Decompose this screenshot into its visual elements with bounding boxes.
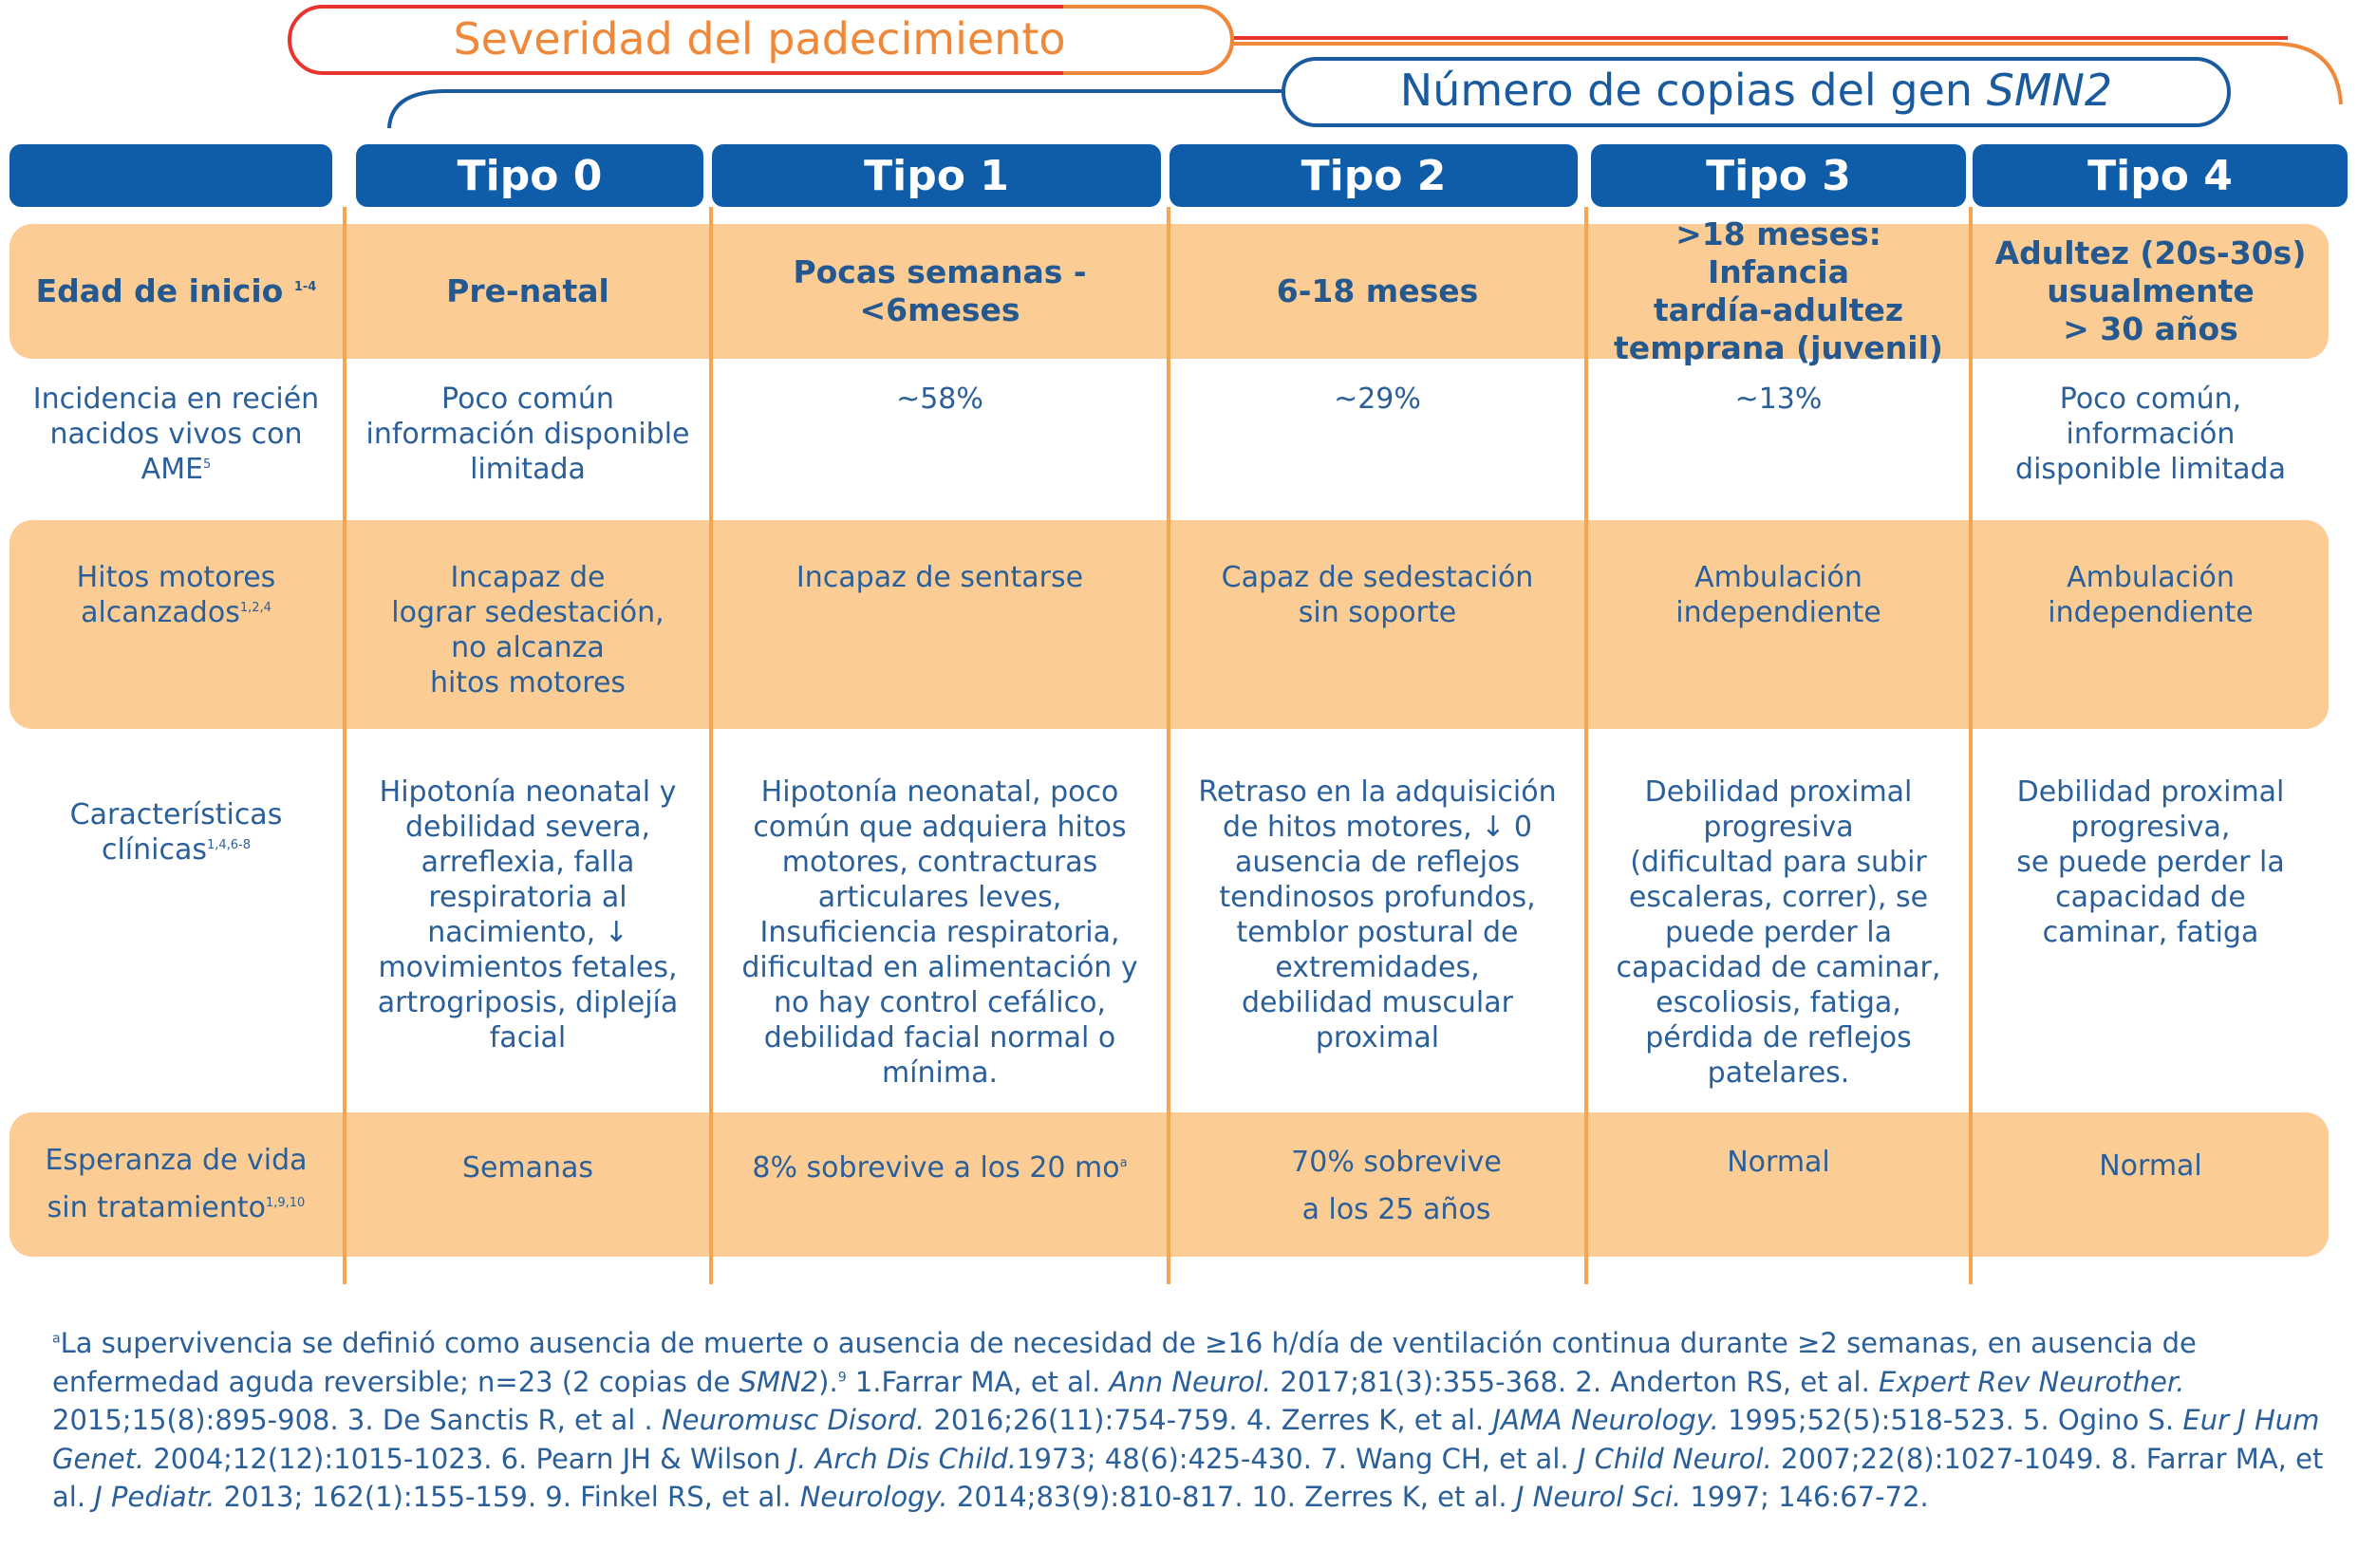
incidencia-reference: 5 — [203, 457, 212, 472]
cell-line: articulares leves, — [817, 881, 1062, 914]
ref-journal: Expert Rev Neurother. — [1879, 1365, 2185, 1398]
hitos-reference: 1,2,4 — [239, 601, 271, 615]
cell-line: no alcanza — [451, 631, 605, 664]
row-label-caracteristicas — [9, 797, 343, 1101]
ref-journal: Neurology. — [799, 1481, 948, 1513]
header-tipo-3-label: Tipo 3 — [1706, 151, 1851, 200]
cell-line: 70% sobrevive — [1291, 1146, 1502, 1179]
cell-line: puede perder la — [1665, 916, 1892, 949]
cell-line: debilidad facial normal o — [763, 1021, 1116, 1055]
cell-line: disponible limitada — [2015, 453, 2286, 486]
ref-text: 2015;15(8):895-908. 3. De Sanctis R, et al . — [52, 1404, 662, 1436]
cell-line: Capaz de sedestación — [1221, 561, 1534, 594]
header-tipo-2-label: Tipo 2 — [1301, 151, 1447, 200]
column-divider-3 — [1167, 207, 1170, 1284]
cell-line: lograr sedestación, — [391, 596, 664, 629]
cell-line: hitos motores — [429, 666, 627, 700]
ref-text: 2014;83(9):810-817. 10. Zerres K, et al. — [947, 1481, 1516, 1513]
cell-line: ~58% — [896, 383, 983, 416]
cell-hitos-tipo-2 — [1170, 560, 1584, 721]
cell-line: Ambulación — [1694, 561, 1862, 594]
cell-esperanza-tipo-0 — [346, 1150, 709, 1245]
cell-caracteristicas-tipo-4 — [1973, 775, 2329, 1097]
cell-esperanza-tipo-4 — [1973, 1148, 2329, 1243]
cell-caracteristicas-tipo-1 — [713, 775, 1167, 1097]
cell-incidencia-tipo-2 — [1170, 382, 1584, 505]
cell-line: Retraso en la adquisición — [1198, 775, 1557, 809]
cell-line: >18 meses: Infancia — [1675, 215, 1881, 290]
cell-line: ~29% — [1334, 383, 1421, 416]
cell-line: escaleras, correr), se — [1628, 881, 1929, 914]
ref-journal: J Child Neurol. — [1577, 1442, 1772, 1475]
row-label-line-3: AME$^5$ — [140, 453, 212, 486]
cell-caracteristicas-tipo-2 — [1170, 775, 1584, 1097]
severity-title-text: Severidad del padecimiento — [453, 13, 1066, 65]
column-divider-4 — [1584, 207, 1588, 1284]
cell-line: progresiva, — [2070, 811, 2231, 844]
row-label-incidencia — [9, 382, 343, 505]
cell-line: movimientos fetales, — [378, 951, 678, 984]
ref-text: 1.Farrar MA, et al. — [846, 1365, 1110, 1398]
cell-line: (dificultad para subir — [1630, 846, 1927, 879]
cell-caracteristicas-tipo-3 — [1588, 775, 1969, 1097]
cell-line: a los 25 años — [1301, 1193, 1491, 1226]
cell-line: facial — [489, 1021, 567, 1055]
row-label-line-2: clínicas$^{1,4,6-8}$ — [101, 833, 252, 867]
cell-line: nacimiento, ↓ — [427, 916, 628, 949]
ref-text: 1995;52(5):518-523. 5. Ogino S. — [1718, 1404, 2183, 1436]
row-label-edad — [9, 224, 343, 359]
gene-copies-title-text: Número de copias del gen — [1399, 65, 1973, 116]
cell-line: Ambulación — [2067, 561, 2235, 594]
header-cell-label-column — [9, 144, 332, 207]
cell-line: 6-18 meses — [1276, 272, 1479, 309]
cell-line: independiente — [1675, 596, 1881, 629]
footnote-a-mark: a — [52, 1331, 61, 1347]
row-label-line-2: alcanzados$^{1,2,4}$ — [81, 596, 271, 629]
edad-reference: 1-4 — [293, 280, 317, 294]
cell-line: información — [2066, 418, 2236, 451]
cell-line: debilidad muscular — [1242, 986, 1513, 1019]
ref-journal: J Neurol Sci. — [1515, 1481, 1682, 1513]
cell-esperanza-tipo-3 — [1588, 1145, 1969, 1240]
cell-line: nacidos vivos con — [49, 418, 303, 451]
footnote-gene: SMN2 — [739, 1365, 819, 1398]
ref-text: 2016;26(11):754-759. 4. Zerres K, et al. — [925, 1404, 1493, 1436]
cell-line: tardía-adultez — [1653, 291, 1904, 328]
footnote-text-2: ). — [818, 1365, 838, 1398]
footnote-text-1: La supervivencia se definió como ausencia de muerte o ausencia de necesidad de ≥16 h/día de ventilación continua durante ≥2 semanas, en ausencia de enfermedad aguda reversible; n=23 (2 copias de — [52, 1327, 2197, 1398]
column-divider-1 — [343, 207, 346, 1284]
cell-line: ausencia de reflejos — [1234, 846, 1521, 879]
cell-incidencia-tipo-3 — [1588, 382, 1969, 505]
cell-esperanza-tipo-1-text: 8% sobrevive a los 20 $mo^a$ — [752, 1151, 1128, 1185]
copies-blue-arc — [389, 91, 1291, 128]
cell-line: de hitos motores, ↓ 0 — [1223, 811, 1532, 844]
cell-line: Adultez (20s-30s) — [1994, 234, 2307, 271]
cell-line: independiente — [2048, 596, 2254, 629]
ref-journal: Eur J Hum Genet. — [52, 1404, 2320, 1475]
cell-edad-tipo-2 — [1170, 224, 1584, 359]
ref-journal: J Pediatr. — [94, 1481, 215, 1513]
cell-line: caminar, fatiga — [2042, 916, 2259, 949]
cell-line: se puede perder la — [2016, 846, 2285, 879]
cell-line: Normal — [1727, 1146, 1830, 1179]
esperanza-reference: 1,9,10 — [265, 1196, 306, 1210]
cell-line: escoliosis, fatiga, — [1656, 986, 1901, 1019]
header-tipo-3 — [1591, 144, 1966, 207]
cell-line: Incidencia en recién — [32, 383, 320, 416]
cell-line: Hipotonía neonatal, poco — [760, 775, 1119, 809]
cell-esperanza-tipo-1 — [713, 1150, 1167, 1245]
ref-journal: Ann Neurol. — [1109, 1365, 1272, 1398]
cell-line: mínima. — [881, 1056, 999, 1090]
cell-line: arreflexia, falla — [421, 846, 635, 879]
cell-line: usualmente — [2047, 272, 2255, 309]
cell-line: Pocas semanas -<6meses — [793, 253, 1087, 328]
ref-text: 2017;81(3):355-368. 2. Anderton RS, et al. — [1271, 1365, 1880, 1398]
cell-esperanza-tipo-2 — [1170, 1139, 1584, 1243]
cell-line: respiratoria al — [428, 881, 627, 914]
cell-line: capacidad de — [2055, 881, 2246, 914]
cell-line: Características — [69, 798, 283, 831]
cell-line: Insuficiencia respiratoria, — [759, 916, 1120, 949]
cell-line: no hay control cefálico, — [773, 986, 1107, 1019]
cell-line: capacidad de caminar, — [1616, 951, 1941, 984]
cell-line: Semanas — [461, 1151, 594, 1185]
gene-copies-title — [1291, 57, 2221, 123]
cell-line: Incapaz de — [450, 561, 606, 594]
cell-hitos-tipo-4 — [1973, 560, 2329, 721]
cell-incidencia-tipo-1 — [713, 382, 1167, 505]
cell-line: Hipotonía neonatal y — [379, 775, 677, 809]
cell-line: proximal — [1315, 1021, 1440, 1055]
cell-hitos-tipo-1 — [713, 560, 1167, 721]
header-tipo-1-label: Tipo 1 — [864, 151, 1009, 200]
ref-journal: Neuromusc Disord. — [661, 1404, 926, 1436]
header-tipo-0 — [356, 144, 703, 207]
cell-line: temprana (juvenil) — [1614, 329, 1943, 366]
cell-line: Incapaz de sentarse — [795, 561, 1084, 594]
cell-hitos-tipo-3 — [1588, 560, 1969, 721]
column-divider-2 — [709, 207, 713, 1284]
header-tipo-4-label: Tipo 4 — [2087, 151, 2233, 200]
cell-edad-tipo-4 — [1973, 224, 2329, 359]
cell-line: Normal — [2099, 1149, 2202, 1183]
cell-line: Esperanza de vida — [45, 1144, 308, 1177]
cell-line: sin soporte — [1298, 596, 1457, 629]
ref-journal: JAMA Neurology. — [1492, 1404, 1719, 1436]
ref-text: 2013; 162(1):155-159. 9. Finkel RS, et al. — [215, 1481, 800, 1513]
cell-line: > 30 años — [2063, 310, 2238, 347]
cell-line: ~13% — [1734, 383, 1823, 416]
cell-line: Debilidad proximal — [1644, 775, 1913, 809]
header-tipo-4 — [1973, 144, 2348, 207]
cell-line: patelares. — [1707, 1056, 1850, 1090]
cell-edad-tipo-1 — [713, 224, 1167, 359]
cell-line: progresiva — [1703, 811, 1854, 844]
cell-line: motores, contracturas — [781, 846, 1098, 879]
header-tipo-0-label: Tipo 0 — [457, 151, 603, 200]
cell-incidencia-tipo-4 — [1973, 382, 2329, 505]
severity-title — [294, 6, 1225, 72]
ref-text: 1973; 48(6):425-430. 7. Wang CH, et al. — [1017, 1442, 1578, 1475]
cell-line: Hitos motores — [76, 561, 276, 594]
ref-journal: J. Arch Dis Child. — [789, 1442, 1017, 1475]
ref-text: 1997; 146:67-72. — [1681, 1481, 1929, 1513]
header-tipo-1 — [712, 144, 1161, 207]
ref-text: 2007;22(8):1027-1049. 8. Farrar MA, et al. — [52, 1442, 2324, 1513]
column-divider-5 — [1969, 207, 1973, 1284]
cell-line: Pre-natal — [446, 272, 609, 309]
row-label-hitos — [9, 560, 343, 721]
cell-line: extremidades, — [1275, 951, 1480, 984]
cell-line: Poco común, — [2059, 383, 2242, 416]
row-label-edad-text: Edad de inicio $^{1-4}$ — [35, 272, 317, 309]
cell-line: Poco común — [441, 383, 614, 416]
footnote-references — [52, 1324, 2330, 1517]
caracteristicas-reference: 1,4,6-8 — [206, 838, 252, 852]
row-label-line-2: sin tratamiento$^{1,9,10}$ — [47, 1191, 306, 1224]
cell-line: limitada — [470, 453, 586, 486]
cell-edad-tipo-3 — [1588, 215, 1969, 366]
cell-line: dificultad en alimentación y — [741, 951, 1138, 984]
header-tipo-2 — [1170, 144, 1578, 207]
cell-line: información disponible — [365, 418, 690, 451]
row-label-esperanza — [9, 1112, 343, 1257]
cell-caracteristicas-tipo-0 — [346, 775, 709, 1097]
cell-edad-tipo-0 — [346, 224, 709, 359]
footnote-ref-9-mark: 9 — [837, 1369, 847, 1385]
cell-line: pérdida de reflejos — [1645, 1021, 1912, 1055]
cell-line: debilidad severa, — [404, 811, 651, 844]
cell-line: Debilidad proximal — [2016, 775, 2285, 809]
gene-name: SMN2 — [1986, 65, 2113, 116]
cell-line: temblor postural de — [1236, 916, 1519, 949]
survival-footnote-mark: a — [1119, 1156, 1128, 1170]
cell-line: común que adquiera hitos — [753, 811, 1127, 844]
ref-text: 2004;12(12):1015-1023. 6. Pearn JH & Wilson — [144, 1442, 790, 1475]
cell-line: artrogriposis, diplejía — [377, 986, 679, 1019]
cell-line: tendinosos profundos, — [1219, 881, 1536, 914]
cell-hitos-tipo-0 — [346, 560, 709, 721]
cell-incidencia-tipo-0 — [346, 382, 709, 505]
